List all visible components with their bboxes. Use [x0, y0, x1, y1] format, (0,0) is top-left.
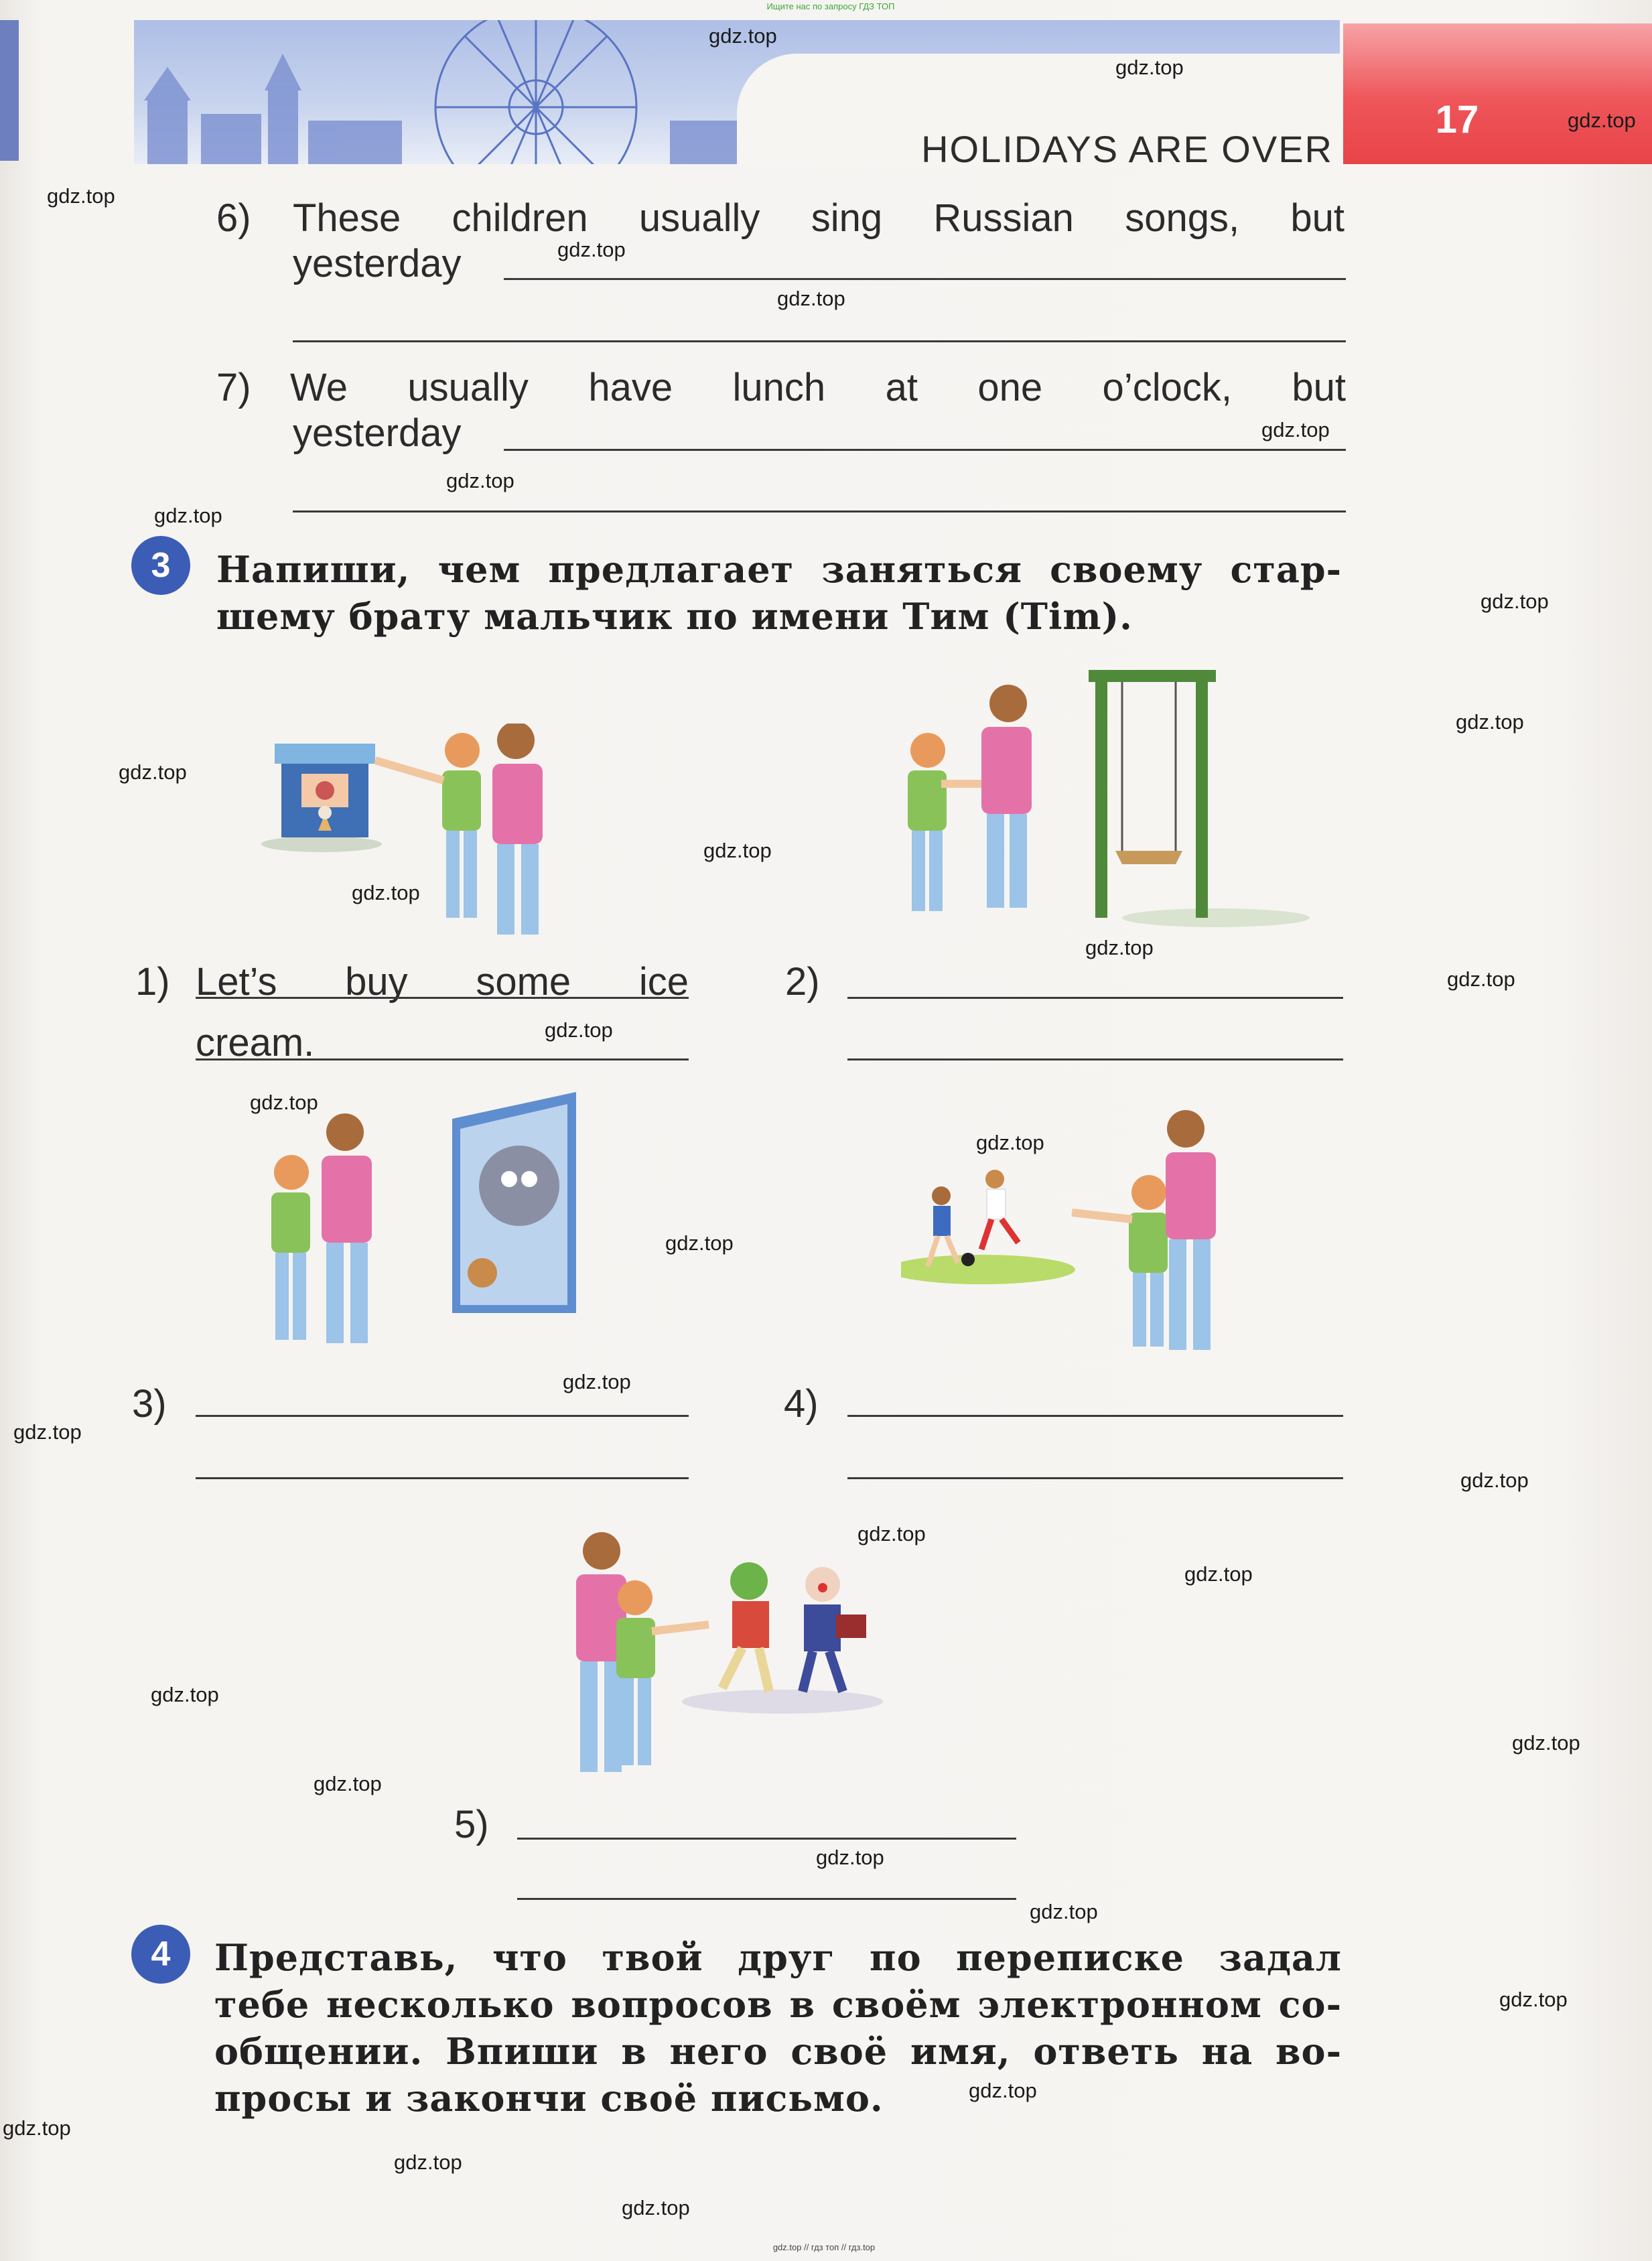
watermark: gdz.top — [976, 1131, 1044, 1154]
page-number-tab — [1343, 23, 1652, 164]
watermark: gdz.top — [1568, 109, 1636, 132]
item7-answer-line-1[interactable] — [504, 449, 1346, 451]
item6-line1: These children usually sing Russian songs, but — [293, 196, 1345, 240]
answer1-underline-2 — [196, 1058, 689, 1060]
exercise4-line1: Представь, что твой друг по переписке задал — [214, 1936, 1342, 1979]
answer1-underline-1 — [196, 997, 689, 999]
answer5-line-2[interactable] — [517, 1898, 1016, 1900]
watermark: gdz.top — [1499, 1988, 1568, 2011]
watermark: gdz.top — [703, 839, 772, 862]
watermark: gdz.top — [154, 504, 222, 527]
answer2-number: 2) — [785, 960, 820, 1004]
watermark: gdz.top — [1261, 418, 1330, 441]
watermark: gdz.top — [622, 2196, 690, 2219]
answer4-number: 4) — [784, 1382, 819, 1426]
answer5-line-1[interactable] — [517, 1838, 1016, 1840]
answer3-line-2[interactable] — [196, 1477, 689, 1479]
boy-tim-figure — [616, 1580, 709, 1765]
watermark: gdz.top — [665, 1231, 734, 1255]
exercise3-badge: 3 — [131, 536, 190, 595]
watermark: gdz.top — [1447, 967, 1515, 991]
watermark: gdz.top — [119, 760, 187, 784]
exercise4-line2: тебе несколько вопросов в своём электронном со- — [214, 1983, 1342, 2026]
watermark: gdz.top — [3, 2116, 71, 2140]
exercise4-line4: просы и закончи своё письмо. — [214, 2077, 884, 2120]
item7-answer-line-2[interactable] — [293, 510, 1346, 512]
exercise4-line3: общении. Впиши в него своё имя, ответь на во- — [214, 2030, 1342, 2073]
answer4-line-1[interactable] — [847, 1415, 1343, 1417]
watermark: gdz.top — [545, 1018, 613, 1042]
watermark: gdz.top — [1456, 710, 1524, 734]
football-picture — [901, 1099, 1223, 1360]
exercise3-instruction-line2: шему брату мальчик по имени Тим (Tim). — [216, 595, 1133, 638]
watermark: gdz.top — [709, 24, 777, 48]
item7-line1: We usually have lunch at one o’clock, but — [290, 366, 1346, 409]
item7-number: 7) — [216, 366, 251, 409]
watermark: gdz.top — [777, 287, 845, 310]
item7-line2: yesterday — [293, 411, 462, 455]
watermark: gdz.top — [352, 881, 420, 904]
top-note: Ищите нас по запросу ГДЗ ТОП — [766, 1, 895, 11]
watermark: gdz.top — [250, 1091, 318, 1114]
answer4-line-2[interactable] — [847, 1477, 1343, 1479]
watermark: gdz.top — [1085, 936, 1154, 959]
watermark: gdz.top — [816, 1846, 884, 1869]
watermark: gdz.top — [394, 2150, 462, 2174]
older-brother-figure — [981, 685, 1032, 908]
section-title: HOLIDAYS ARE OVER — [921, 128, 1333, 170]
watermark: gdz.top — [857, 1522, 926, 1546]
answer2-line-2[interactable] — [847, 1058, 1343, 1060]
swing-picture — [901, 663, 1357, 931]
watermark: gdz.top — [446, 469, 514, 492]
clowns-picture — [561, 1521, 937, 1782]
answer3-line-1[interactable] — [196, 1415, 689, 1417]
ice-cream-kiosk-picture — [255, 724, 576, 938]
watermark: gdz.top — [13, 1420, 82, 1444]
boy-tim-figure — [1072, 1175, 1168, 1347]
answer2-line-1[interactable] — [847, 997, 1343, 999]
watermark: gdz.top — [969, 2079, 1037, 2102]
older-brother-figure — [1166, 1110, 1216, 1350]
exercise4-badge: 4 — [131, 1925, 190, 1984]
page-number: 17 — [1435, 98, 1479, 141]
watermark: gdz.top — [563, 1370, 631, 1393]
boy-tim-figure — [271, 1155, 310, 1340]
watermark: gdz.top — [1115, 56, 1184, 79]
watermark: gdz.top — [1030, 1900, 1098, 1923]
watermark: gdz.top — [151, 1683, 219, 1706]
answer1-number: 1) — [135, 960, 170, 1004]
watermark: gdz.top — [314, 1772, 382, 1795]
answer1-line1[interactable]: Let’s buy some ice — [196, 960, 689, 1004]
answer3-number: 3) — [132, 1382, 167, 1426]
ferris-wheel-illustration — [134, 20, 737, 164]
watermark: gdz.top — [47, 184, 115, 208]
watermark: gdz.top — [1512, 1731, 1580, 1755]
answer5-number: 5) — [454, 1803, 489, 1846]
older-brother-figure — [322, 1113, 372, 1343]
watermark: gdz.top — [1481, 590, 1549, 613]
watermark: gdz.top — [557, 238, 626, 261]
watermark: gdz.top — [1460, 1468, 1529, 1492]
cartoon-picture — [251, 1092, 586, 1353]
older-brother-figure — [492, 724, 543, 935]
item6-number: 6) — [216, 196, 251, 240]
answer1-line2[interactable]: cream. — [196, 1021, 315, 1065]
item6-answer-line-2[interactable] — [293, 340, 1346, 342]
watermark: gdz.top — [1184, 1562, 1253, 1586]
item6-line2: yesterday — [293, 242, 462, 285]
footer-note: gdz.top // гдз топ // гдз.top — [772, 2242, 876, 2252]
exercise3-instruction-line1: Напиши, чем предлагает заняться своему стар- — [216, 548, 1342, 591]
item6-answer-line-1[interactable] — [504, 278, 1346, 280]
left-color-bar — [0, 20, 19, 161]
